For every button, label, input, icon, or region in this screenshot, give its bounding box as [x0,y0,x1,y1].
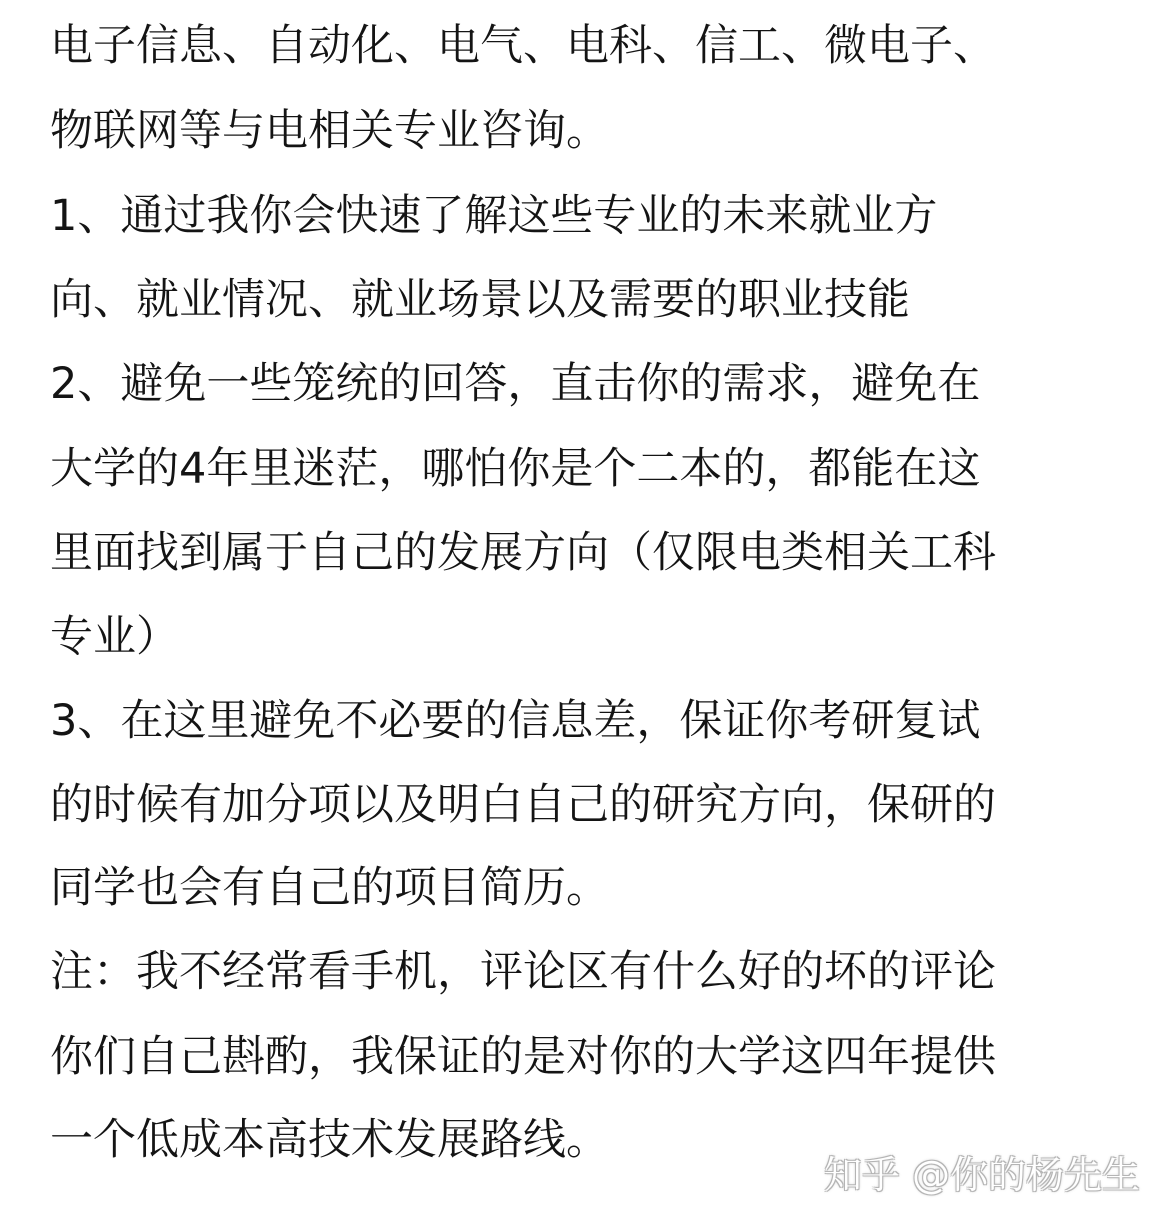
text-line: 里面找到属于自己的发展方向（仅限电类相关工科 [50,528,996,578]
text-line: 向、就业情况、就业场景以及需要的职业技能 [50,275,910,325]
text-line: 2、避免一些笼统的回答，直击你的需求，避免在 [50,359,981,409]
text-line: 物联网等与电相关专业咨询。 [50,106,609,156]
text-line: 3、在这里避免不必要的信息差，保证你考研复试 [50,696,981,746]
text-line: 一个低成本高技术发展路线。 [50,1115,609,1165]
text-line: 你们自己斟酌，我保证的是对你的大学这四年提供 [50,1032,996,1082]
text-line: 电子信息、自动化、电气、电科、信工、微电子、 [50,21,996,71]
text-line: 1、通过我你会快速了解这些专业的未来就业方 [50,191,938,241]
text-line: 的时候有加分项以及明白自己的研究方向，保研的 [50,780,996,830]
zhihu-watermark: 知乎 @你的杨先生 [823,1153,1140,1197]
text-line: 注：我不经常看手机，评论区有什么好的坏的评论 [50,947,996,997]
text-line: 大学的4年里迷茫，哪怕你是个二本的，都能在这 [50,444,981,494]
text-line: 专业） [50,612,179,662]
text-line: 同学也会有自己的项目简历。 [50,863,609,913]
